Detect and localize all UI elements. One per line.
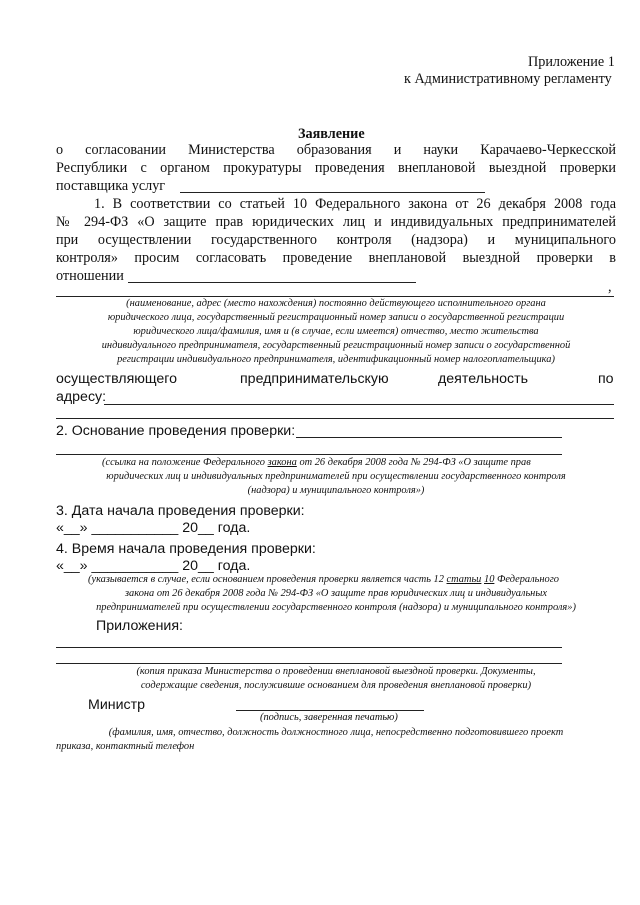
signature-line[interactable]: [236, 710, 424, 711]
regulation-reference: к Административному регламенту: [404, 71, 612, 87]
para1-line-3: при осуществлении государственного контроля (надзора) и муниципального: [56, 232, 616, 248]
subject-fill-line[interactable]: [128, 282, 416, 283]
basis-fill-line-2[interactable]: [56, 454, 562, 455]
basis-note-line-2: юридических лиц и индивидуальных предпринимателей при осуществлении государственного контроля: [106, 471, 566, 482]
basis-note-text-2: от 26 декабря 2008 года № 294-ФЗ «О защите прав: [296, 457, 531, 468]
intro-line-2: Республики с органом прокуратуры проведения внеплановой выездной проверки: [56, 160, 616, 176]
time-note-line-2: закона от 26 декабря 2008 года № 294-ФЗ «О защите прав юридических лиц и индивидуальных: [124, 588, 547, 599]
start-date-label: 3. Дата начала проведения проверки:: [56, 503, 305, 519]
activity-word-4: по: [598, 371, 614, 387]
subject-note-line-1: (наименование, адрес (место нахождения) постоянно действующего исполнительного органа: [126, 298, 546, 309]
provider-fill-line[interactable]: [180, 192, 485, 193]
time-note-line-3: предпринимателей при осуществлении государственного контроля (надзора) и муниципального контроля»): [96, 602, 576, 613]
appendix-label: Приложение 1: [528, 54, 615, 70]
basis-note-line-1: [102, 457, 531, 468]
time-note-text-2: Федерального: [494, 574, 559, 585]
para1-line-4: контроля» просим согласовать проведение внеплановой выездной проверки в: [56, 250, 616, 266]
subject-note-line-3: юридического лица/фамилия, имя и (в случае, если имеется) отчество, место жительства: [133, 326, 539, 337]
subject-note-line-2: юридического лица, государственный регистрационный номер записи о государственной регистрации: [107, 312, 565, 323]
para1-line-2: № 294-ФЗ «О защите прав юридических лиц и индивидуальных предпринимателей: [56, 214, 616, 230]
law-link[interactable]: закона: [267, 457, 297, 468]
time-note-line-1: [88, 574, 559, 585]
activity-word-2: предпринимательскую: [240, 371, 389, 387]
para1-line-5: отношении: [56, 268, 124, 284]
address-fill-line[interactable]: [104, 404, 614, 405]
signature-note: (подпись, заверенная печатью): [260, 712, 398, 723]
activity-word-3: деятельность: [438, 371, 528, 387]
basis-fill-line[interactable]: [296, 437, 562, 438]
address-fill-line-2[interactable]: [56, 418, 614, 419]
article-link[interactable]: статьи: [446, 574, 482, 585]
minister-label: Министр: [88, 697, 145, 713]
preparer-note-line-2: приказа, контактный телефон: [56, 741, 195, 752]
subject-fill-line-2[interactable]: [56, 296, 614, 297]
subject-note-line-4: индивидуального предпринимателя, государственный регистрационный номер записи о государственной: [101, 340, 571, 351]
basis-label: 2. Основание проведения проверки:: [56, 423, 296, 439]
start-time-field[interactable]: «__» ___________ 20__ года.: [56, 558, 251, 574]
para1-line-1: 1. В соответствии со статьей 10 Федерального закона от 26 декабря 2008 года: [94, 196, 616, 212]
intro-line-1: о согласовании Министерства образования и науки Карачаево-Черкесской: [56, 142, 616, 158]
para1-comma: ,: [608, 279, 612, 295]
activity-word-1: осуществляющего: [56, 371, 178, 387]
address-label: адресу:: [56, 389, 107, 405]
article-number-link[interactable]: 10: [484, 574, 495, 585]
attachments-label: Приложения:: [96, 618, 183, 634]
start-time-label: 4. Время начала проведения проверки:: [56, 541, 316, 557]
attachments-fill-line-2[interactable]: [56, 663, 562, 664]
start-date-field[interactable]: «__» ___________ 20__ года.: [56, 520, 251, 536]
time-note-text: (указывается в случае, если основанием проведения проверки является часть 12: [88, 574, 447, 585]
intro-line-3: поставщика услуг: [56, 178, 166, 194]
basis-note-text: (ссылка на положение Федерального: [102, 457, 268, 468]
attachments-note-line-2: содержащие сведения, послужившие основанием для проведения внеплановой проверки): [140, 680, 532, 691]
preparer-note-line-1: (фамилия, имя, отчество, должность должностного лица, непосредственно подготовившего проект: [108, 727, 564, 738]
attachments-note-line-1: (копия приказа Министерства о проведении внеплановой выездной проверки. Документы,: [136, 666, 536, 677]
subject-note-line-5: регистрации индивидуального предпринимателя, идентификационный номер налогоплательщика): [117, 354, 555, 365]
attachments-fill-line[interactable]: [56, 647, 562, 648]
basis-note-line-3: (надзора) и муниципального контроля»): [247, 485, 425, 496]
document-title: Заявление: [298, 126, 365, 142]
